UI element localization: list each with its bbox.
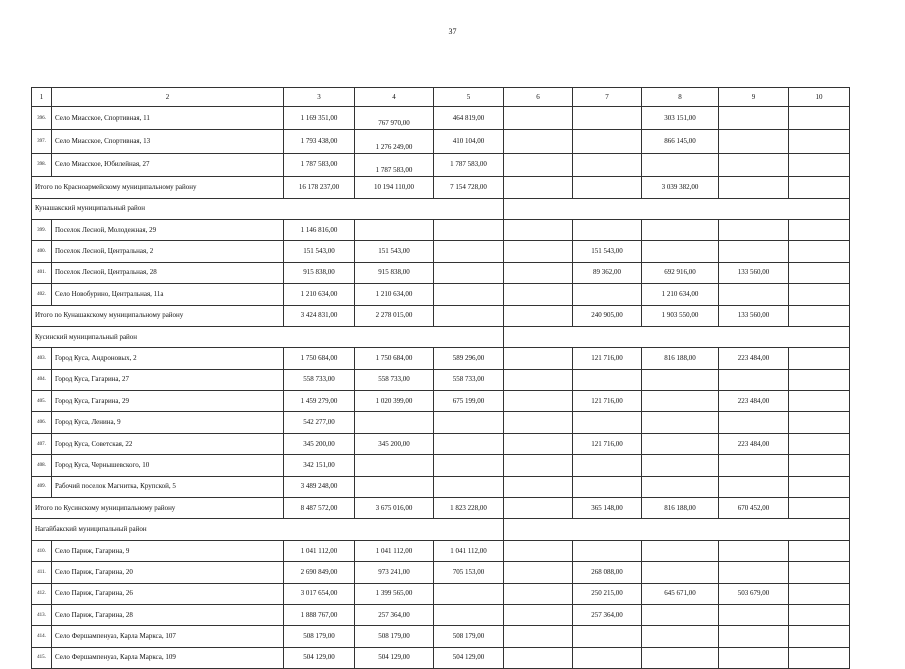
- section-title: Кунашакский муниципальный район: [32, 198, 504, 219]
- value-cell-col-8: [642, 153, 719, 176]
- value-cell-col-10: [789, 412, 850, 433]
- row-number: 402.: [32, 284, 52, 305]
- row-number: 400.: [32, 241, 52, 262]
- value-cell-col-9: [719, 604, 789, 625]
- value-cell-col-9: [719, 219, 789, 240]
- value-cell-col-6: [504, 540, 573, 561]
- header-cell-10: 10: [789, 88, 850, 107]
- value-cell-col-9: [719, 562, 789, 583]
- value-cell-col-8: [642, 540, 719, 561]
- value-cell-col-4: [355, 455, 434, 476]
- value-cell-col-6: [504, 583, 573, 604]
- value-cell-col-3: 542 277,00: [284, 412, 355, 433]
- row-number: 396.: [32, 107, 52, 130]
- value-cell-col-9: 133 560,00: [719, 262, 789, 283]
- section-spacer: [504, 519, 850, 540]
- value-cell-col-6: [504, 562, 573, 583]
- value-cell-col-8: [642, 433, 719, 454]
- value-cell-col-10: [789, 241, 850, 262]
- value-cell-col-10: [789, 583, 850, 604]
- value-cell-col-6: [504, 626, 573, 647]
- value-cell-col-5: [434, 433, 504, 454]
- value-cell-col-4: 508 179,00: [355, 626, 434, 647]
- value-cell-col-10: [789, 604, 850, 625]
- value-cell-col-7: 121 716,00: [573, 348, 642, 369]
- table-row: [32, 369, 850, 390]
- value-cell-col-3: 1 459 279,00: [284, 391, 355, 412]
- value-cell-col-10: [789, 262, 850, 283]
- value-cell-col-3: 508 179,00: [284, 626, 355, 647]
- value-cell-col-3: 1 787 583,00: [284, 153, 355, 176]
- value-cell-col-6: [504, 262, 573, 283]
- value-cell-col-10: [789, 369, 850, 390]
- value-cell-col-7: [573, 455, 642, 476]
- value-cell-col-6: [504, 284, 573, 305]
- value-cell-col-4: 504 129,00: [355, 647, 434, 668]
- row-number: 404.: [32, 369, 52, 390]
- value-cell-col-10: [789, 476, 850, 497]
- section-title: Нагайбакский муниципальный район: [32, 519, 504, 540]
- value-cell-col-4: 151 543,00: [355, 241, 434, 262]
- header-cell-5: 5: [434, 88, 504, 107]
- value-cell-col-10: [789, 305, 850, 326]
- value-cell-col-3: 345 200,00: [284, 433, 355, 454]
- row-number: 399.: [32, 219, 52, 240]
- value-cell-col-10: [789, 219, 850, 240]
- row-number: 409.: [32, 476, 52, 497]
- value-cell-col-10: [789, 433, 850, 454]
- value-cell-col-3: 504 129,00: [284, 647, 355, 668]
- value-cell-col-7: 250 215,00: [573, 583, 642, 604]
- value-cell-col-3: 1 169 351,00: [284, 107, 355, 130]
- address-cell: Село Париж, Гагарина, 26: [52, 583, 284, 604]
- value-cell-col-5: 508 179,00: [434, 626, 504, 647]
- row-number: 397.: [32, 130, 52, 153]
- value-cell-col-9: [719, 369, 789, 390]
- row-number: 408.: [32, 455, 52, 476]
- value-cell-col-5: 705 153,00: [434, 562, 504, 583]
- address-cell: Город Куса, Чернышевского, 10: [52, 455, 284, 476]
- value-cell-col-4: 1 276 249,00: [355, 130, 434, 153]
- value-cell-col-5: 7 154 728,00: [434, 177, 504, 198]
- total-row: [32, 305, 850, 326]
- value-cell-col-6: [504, 130, 573, 153]
- value-cell-col-6: [504, 369, 573, 390]
- value-cell-col-9: 223 484,00: [719, 391, 789, 412]
- value-cell-col-9: 223 484,00: [719, 433, 789, 454]
- table-row: [32, 562, 850, 583]
- table-row: [32, 219, 850, 240]
- value-cell-col-9: 503 679,00: [719, 583, 789, 604]
- address-cell: Рабочий поселок Магнитка, Крупской, 5: [52, 476, 284, 497]
- table-row: [32, 153, 850, 176]
- value-cell-col-5: 504 129,00: [434, 647, 504, 668]
- table-row: [32, 412, 850, 433]
- value-cell-col-8: 645 671,00: [642, 583, 719, 604]
- value-cell-col-10: [789, 391, 850, 412]
- value-cell-col-3: 1 146 816,00: [284, 219, 355, 240]
- header-cell-2: 2: [52, 88, 284, 107]
- value-cell-col-9: [719, 177, 789, 198]
- total-label: Итого по Кусинскому муниципальному району: [32, 498, 284, 519]
- value-cell-col-4: 257 364,00: [355, 604, 434, 625]
- value-cell-col-4: 1 210 634,00: [355, 284, 434, 305]
- value-cell-col-3: 151 543,00: [284, 241, 355, 262]
- row-number: 406.: [32, 412, 52, 433]
- value-cell-col-3: 558 733,00: [284, 369, 355, 390]
- value-cell-col-7: 121 716,00: [573, 391, 642, 412]
- value-cell-col-4: 1 787 583,00: [355, 153, 434, 176]
- value-cell-col-9: 133 560,00: [719, 305, 789, 326]
- value-cell-col-7: [573, 369, 642, 390]
- value-cell-col-3: 3 424 831,00: [284, 305, 355, 326]
- address-cell: Село Миасское, Спортивная, 13: [52, 130, 284, 153]
- value-cell-col-7: [573, 626, 642, 647]
- table-row: [32, 626, 850, 647]
- value-cell-col-7: [573, 107, 642, 130]
- value-cell-col-6: [504, 433, 573, 454]
- value-cell-col-5: [434, 583, 504, 604]
- value-cell-col-8: 1 903 550,00: [642, 305, 719, 326]
- value-cell-col-8: 816 188,00: [642, 348, 719, 369]
- value-cell-col-10: [789, 562, 850, 583]
- total-label: Итого по Красноармейскому муниципальному району: [32, 177, 284, 198]
- value-cell-col-7: [573, 130, 642, 153]
- value-cell-col-7: [573, 219, 642, 240]
- address-cell: Село Фершампенуаз, Карла Маркса, 107: [52, 626, 284, 647]
- header-cell-9: 9: [719, 88, 789, 107]
- value-cell-col-4: 10 194 110,00: [355, 177, 434, 198]
- value-cell-col-8: [642, 476, 719, 497]
- value-cell-col-4: 345 200,00: [355, 433, 434, 454]
- value-cell-col-7: 121 716,00: [573, 433, 642, 454]
- header-cell-7: 7: [573, 88, 642, 107]
- row-number: 407.: [32, 433, 52, 454]
- header-cell-8: 8: [642, 88, 719, 107]
- total-row: [32, 498, 850, 519]
- value-cell-col-10: [789, 107, 850, 130]
- value-cell-col-5: 675 199,00: [434, 391, 504, 412]
- value-cell-col-8: [642, 647, 719, 668]
- table-row: [32, 391, 850, 412]
- table-row: [32, 107, 850, 130]
- header-row: [32, 88, 850, 107]
- value-cell-col-10: [789, 498, 850, 519]
- value-cell-col-3: 342 151,00: [284, 455, 355, 476]
- address-cell: Город Куса, Андроновых, 2: [52, 348, 284, 369]
- value-cell-col-10: [789, 284, 850, 305]
- value-cell-col-3: 1 041 112,00: [284, 540, 355, 561]
- value-cell-col-7: [573, 284, 642, 305]
- address-cell: Село Париж, Гагарина, 20: [52, 562, 284, 583]
- value-cell-col-7: [573, 540, 642, 561]
- value-cell-col-8: [642, 604, 719, 625]
- value-cell-col-5: [434, 305, 504, 326]
- header-cell-4: 4: [355, 88, 434, 107]
- value-cell-col-7: [573, 153, 642, 176]
- section-spacer: [504, 326, 850, 347]
- table-row: [32, 262, 850, 283]
- address-cell: Село Париж, Гагарина, 28: [52, 604, 284, 625]
- value-cell-col-6: [504, 455, 573, 476]
- value-cell-col-5: 1 041 112,00: [434, 540, 504, 561]
- value-cell-col-5: [434, 219, 504, 240]
- value-cell-col-9: [719, 153, 789, 176]
- row-number: 401.: [32, 262, 52, 283]
- section-row: [32, 198, 850, 219]
- value-cell-col-7: [573, 177, 642, 198]
- table-row: [32, 130, 850, 153]
- value-cell-col-7: 89 362,00: [573, 262, 642, 283]
- value-cell-col-9: [719, 626, 789, 647]
- value-cell-col-5: 1 823 228,00: [434, 498, 504, 519]
- value-cell-col-5: 558 733,00: [434, 369, 504, 390]
- section-spacer: [504, 198, 850, 219]
- total-label: Итого по Кунашакскому муниципальному району: [32, 305, 284, 326]
- value-cell-col-10: [789, 348, 850, 369]
- value-cell-col-3: 3 017 654,00: [284, 583, 355, 604]
- registry-table: [31, 87, 850, 669]
- row-number: 405.: [32, 391, 52, 412]
- table-row: [32, 476, 850, 497]
- value-cell-col-8: [642, 626, 719, 647]
- value-cell-col-9: 223 484,00: [719, 348, 789, 369]
- address-cell: Село Миасское, Спортивная, 11: [52, 107, 284, 130]
- header-cell-3: 3: [284, 88, 355, 107]
- value-cell-col-8: 303 151,00: [642, 107, 719, 130]
- value-cell-col-8: [642, 219, 719, 240]
- row-number: 412.: [32, 583, 52, 604]
- value-cell-col-4: 1 399 565,00: [355, 583, 434, 604]
- address-cell: Город Куса, Советская, 22: [52, 433, 284, 454]
- value-cell-col-8: 692 916,00: [642, 262, 719, 283]
- value-cell-col-3: 8 487 572,00: [284, 498, 355, 519]
- row-number: 413.: [32, 604, 52, 625]
- value-cell-col-9: [719, 130, 789, 153]
- value-cell-col-8: [642, 412, 719, 433]
- value-cell-col-9: [719, 455, 789, 476]
- value-cell-col-4: 767 970,00: [355, 107, 434, 130]
- value-cell-col-8: [642, 241, 719, 262]
- value-cell-col-6: [504, 647, 573, 668]
- value-cell-col-6: [504, 604, 573, 625]
- address-cell: Село Фершампенуаз, Карла Маркса, 109: [52, 647, 284, 668]
- value-cell-col-7: 268 088,00: [573, 562, 642, 583]
- value-cell-col-3: 915 838,00: [284, 262, 355, 283]
- value-cell-col-10: [789, 540, 850, 561]
- value-cell-col-9: [719, 107, 789, 130]
- address-cell: Село Новобурино, Центральная, 11а: [52, 284, 284, 305]
- value-cell-col-3: 1 793 438,00: [284, 130, 355, 153]
- value-cell-col-10: [789, 626, 850, 647]
- table-body: [32, 88, 850, 669]
- section-row: [32, 326, 850, 347]
- value-cell-col-8: [642, 391, 719, 412]
- value-cell-col-7: 365 148,00: [573, 498, 642, 519]
- address-cell: Село Миасское, Юбилейная, 27: [52, 153, 284, 176]
- value-cell-col-9: [719, 412, 789, 433]
- value-cell-col-4: [355, 412, 434, 433]
- page-number: 37: [448, 27, 457, 36]
- value-cell-col-6: [504, 348, 573, 369]
- address-cell: Город Куса, Ленина, 9: [52, 412, 284, 433]
- value-cell-col-4: 973 241,00: [355, 562, 434, 583]
- value-cell-col-8: [642, 455, 719, 476]
- address-cell: Поселок Лесной, Молодежная, 29: [52, 219, 284, 240]
- value-cell-col-5: [434, 604, 504, 625]
- value-cell-col-4: 1 750 684,00: [355, 348, 434, 369]
- address-cell: Село Париж, Гагарина, 9: [52, 540, 284, 561]
- value-cell-col-6: [504, 241, 573, 262]
- address-cell: Город Куса, Гагарина, 29: [52, 391, 284, 412]
- table-row: [32, 348, 850, 369]
- value-cell-col-8: [642, 369, 719, 390]
- value-cell-col-6: [504, 177, 573, 198]
- table-row: [32, 241, 850, 262]
- value-cell-col-8: 816 188,00: [642, 498, 719, 519]
- value-cell-col-4: [355, 476, 434, 497]
- value-cell-col-3: 1 750 684,00: [284, 348, 355, 369]
- value-cell-col-4: [355, 219, 434, 240]
- value-cell-col-5: 464 819,00: [434, 107, 504, 130]
- table-row: [32, 604, 850, 625]
- value-cell-col-10: [789, 177, 850, 198]
- value-cell-col-7: 240 905,00: [573, 305, 642, 326]
- value-cell-col-8: 3 039 382,00: [642, 177, 719, 198]
- value-cell-col-6: [504, 476, 573, 497]
- header-cell-1: 1: [32, 88, 52, 107]
- row-number: 411.: [32, 562, 52, 583]
- address-cell: Город Куса, Гагарина, 27: [52, 369, 284, 390]
- table-row: [32, 455, 850, 476]
- total-row: [32, 177, 850, 198]
- value-cell-col-10: [789, 130, 850, 153]
- table-row: [32, 540, 850, 561]
- value-cell-col-5: [434, 412, 504, 433]
- value-cell-col-6: [504, 107, 573, 130]
- value-cell-col-9: [719, 476, 789, 497]
- value-cell-col-8: 866 145,00: [642, 130, 719, 153]
- value-cell-col-9: 670 452,00: [719, 498, 789, 519]
- value-cell-col-10: [789, 153, 850, 176]
- table-row: [32, 583, 850, 604]
- value-cell-col-8: [642, 562, 719, 583]
- value-cell-col-3: 3 489 248,00: [284, 476, 355, 497]
- value-cell-col-10: [789, 647, 850, 668]
- value-cell-col-4: 3 675 016,00: [355, 498, 434, 519]
- value-cell-col-5: [434, 262, 504, 283]
- row-number: 415.: [32, 647, 52, 668]
- value-cell-col-3: 16 178 237,00: [284, 177, 355, 198]
- value-cell-col-5: 1 787 583,00: [434, 153, 504, 176]
- value-cell-col-6: [504, 219, 573, 240]
- row-number: 403.: [32, 348, 52, 369]
- section-row: [32, 519, 850, 540]
- value-cell-col-5: [434, 241, 504, 262]
- table-row: [32, 284, 850, 305]
- value-cell-col-5: [434, 284, 504, 305]
- row-number: 398.: [32, 153, 52, 176]
- table-row: [32, 433, 850, 454]
- value-cell-col-5: 589 296,00: [434, 348, 504, 369]
- value-cell-col-4: 915 838,00: [355, 262, 434, 283]
- value-cell-col-9: [719, 284, 789, 305]
- value-cell-col-7: 257 364,00: [573, 604, 642, 625]
- address-cell: Поселок Лесной, Центральная, 28: [52, 262, 284, 283]
- value-cell-col-6: [504, 305, 573, 326]
- value-cell-col-5: 410 104,00: [434, 130, 504, 153]
- header-cell-6: 6: [504, 88, 573, 107]
- value-cell-col-10: [789, 455, 850, 476]
- table-row: [32, 647, 850, 668]
- value-cell-col-3: 2 690 849,00: [284, 562, 355, 583]
- value-cell-col-7: 151 543,00: [573, 241, 642, 262]
- value-cell-col-8: 1 210 634,00: [642, 284, 719, 305]
- value-cell-col-5: [434, 476, 504, 497]
- value-cell-col-6: [504, 153, 573, 176]
- row-number: 410.: [32, 540, 52, 561]
- value-cell-col-7: [573, 412, 642, 433]
- value-cell-col-6: [504, 498, 573, 519]
- value-cell-col-9: [719, 241, 789, 262]
- value-cell-col-9: [719, 540, 789, 561]
- value-cell-col-4: 2 278 015,00: [355, 305, 434, 326]
- value-cell-col-5: [434, 455, 504, 476]
- value-cell-col-3: 1 210 634,00: [284, 284, 355, 305]
- value-cell-col-7: [573, 647, 642, 668]
- value-cell-col-6: [504, 412, 573, 433]
- value-cell-col-4: 558 733,00: [355, 369, 434, 390]
- row-number: 414.: [32, 626, 52, 647]
- address-cell: Поселок Лесной, Центральная, 2: [52, 241, 284, 262]
- value-cell-col-3: 1 888 767,00: [284, 604, 355, 625]
- value-cell-col-6: [504, 391, 573, 412]
- value-cell-col-7: [573, 476, 642, 497]
- section-title: Кусинский муниципальный район: [32, 326, 504, 347]
- value-cell-col-4: 1 041 112,00: [355, 540, 434, 561]
- value-cell-col-9: [719, 647, 789, 668]
- value-cell-col-4: 1 020 399,00: [355, 391, 434, 412]
